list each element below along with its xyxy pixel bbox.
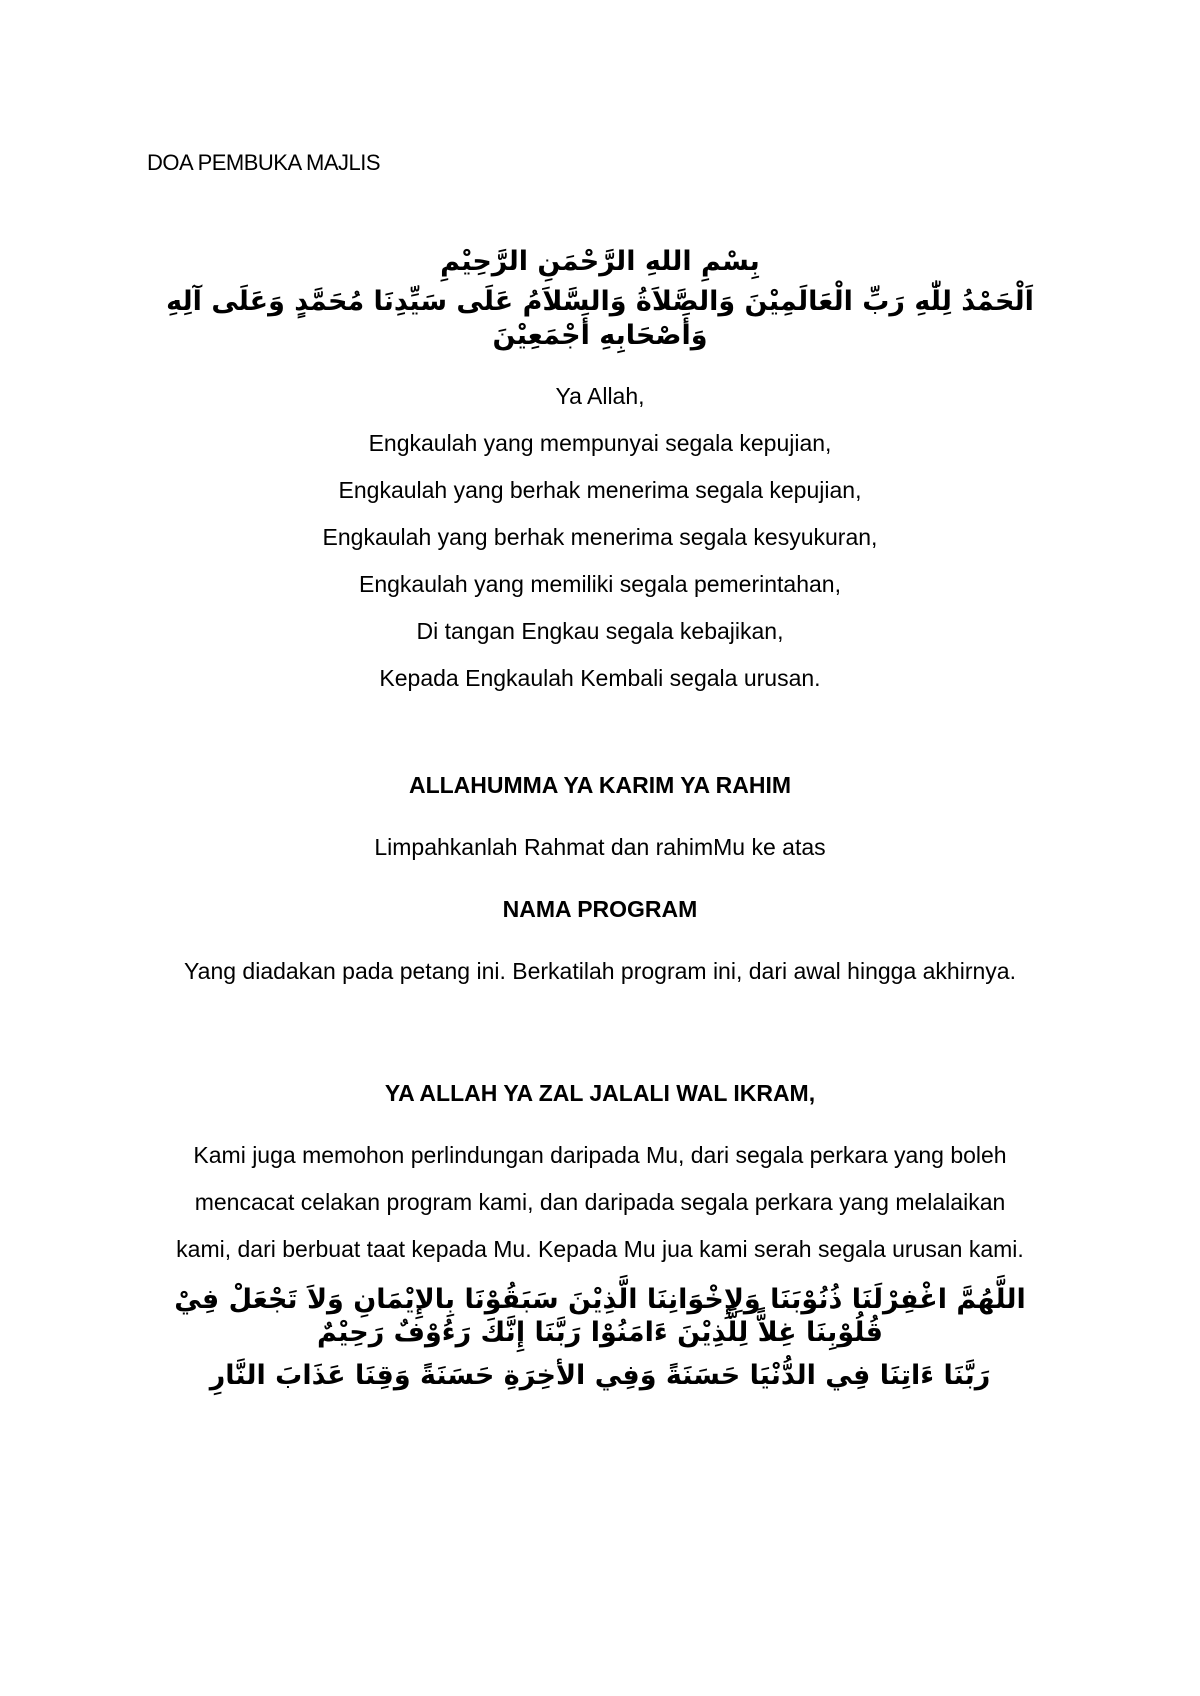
document-body: [140, 245, 1060, 1393]
praise-line: Kepada Engkaulah Kembali segala urusan.: [379, 665, 821, 691]
praise-lines: [140, 373, 1060, 702]
section1-heading: ALLAHUMMA YA KARIM YA RAHIM: [408, 772, 792, 798]
praise-line: Di tangan Engkau segala kebajikan,: [416, 618, 784, 644]
praise-line: Engkaulah yang berhak menerima segala kesyukuran,: [322, 524, 878, 550]
section2-heading: YA ALLAH YA ZAL JALALI WAL IKRAM,: [384, 1080, 816, 1106]
closing-arabic-1: اللَّهُمَّ اغْفِرْلَنَا ذُنُوْبَنَا وَلِإِخْوَانِنَا الَّذِيْنَ سَبَقُوْنَا بِالإِيْمَانِ وَلاَ تَجْعَلْ فِيْ قُلُوْبِنَا غِلاًّ لِلَّذِيْنَ ءَامَنُوْا رَبَّنَا إِنَّكَ رَءُوْفٌ رَحِيْمٌ: [174, 1284, 1026, 1348]
closing-arabic-2: رَبَّنَا ءَاتِنَا فِي الدُّنْيَا حَسَنَةً وَفِي الأخِرَةِ حَسَنَةً وَقِنَا عَذَابَ النَّارِ: [209, 1360, 991, 1391]
section2-text: Kami juga memohon perlindungan daripada Mu, dari segala perkara yang boleh mencacat celakan program kami, dan daripada segala perkara yang melalaikan kami, dari berbuat taat kepada Mu. Kepada Mu jua kami serah segala urusan kami.: [176, 1142, 1024, 1262]
section1-text: Limpahkanlah Rahmat dan rahimMu ke atas: [374, 834, 826, 860]
praise-line: Ya Allah,: [555, 383, 645, 409]
program-name: NAMA PROGRAM: [502, 896, 698, 922]
basmala-arabic: بِسْمِ اللهِ الرَّحْمَنِ الرَّحِيْمِ: [440, 246, 760, 277]
section1-followup: Yang diadakan pada petang ini. Berkatilah program ini, dari awal hingga akhirnya.: [184, 958, 1016, 984]
praise-line: Engkaulah yang memiliki segala pemerintahan,: [358, 571, 841, 597]
praise-line: Engkaulah yang berhak menerima segala kepujian,: [338, 477, 862, 503]
opening-arabic: اَلْحَمْدُ لِلّٰهِ رَبِّ الْعَالَمِيْنَ وَالصَّلاَةُ وَالسَّلاَمُ عَلَى سَيِّدِنَا مُحَمَّدٍ وَعَلَى آلِهِ وَأَصْحَابِهِ أَجْمَعِيْنَ: [166, 286, 1034, 351]
document-title: DOA PEMBUKA MAJLIS: [147, 150, 381, 175]
praise-line: Engkaulah yang mempunyai segala kepujian,: [368, 430, 832, 456]
